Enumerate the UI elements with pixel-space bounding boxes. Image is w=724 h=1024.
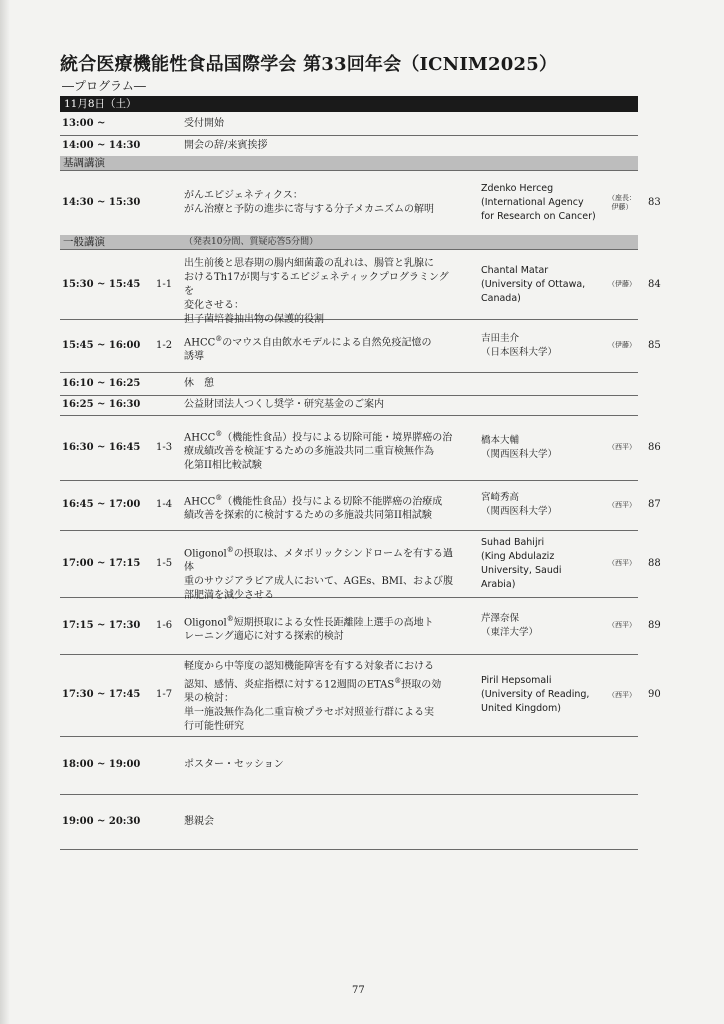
session-number: 1-2 bbox=[156, 339, 173, 351]
abstract-page: 90 bbox=[648, 689, 661, 700]
chair: （西平） bbox=[608, 621, 636, 629]
session-title: 懇親会 bbox=[184, 815, 214, 827]
schedule-row bbox=[60, 319, 661, 373]
session-time: 17:00 ~ 17:15 bbox=[62, 557, 141, 569]
speaker: Zdenko Herceg (International Agency for Research on Cancer) bbox=[481, 183, 596, 222]
session-time: 16:25 ~ 16:30 bbox=[62, 399, 141, 410]
session-title: AHCC®（機能性食品）投与による切除可能・境界膵癌の治 療成績改善を検証するための多施設共同二重盲検無作為 化第II相比較試験 bbox=[184, 429, 453, 471]
abstract-page: 85 bbox=[648, 339, 661, 351]
session-time: 16:30 ~ 16:45 bbox=[62, 441, 141, 453]
section-header bbox=[60, 156, 638, 171]
abstract-page: 83 bbox=[648, 197, 661, 208]
session-number: 1-7 bbox=[156, 689, 173, 700]
session-time: 18:00 ~ 19:00 bbox=[62, 759, 141, 770]
session-title: Oligonol®の摂取は、メタボリックシンドロームを有する過体 重のサウジアラビア成人において、AGEs、BMI、および腹 部肥満を減少させる bbox=[184, 545, 454, 601]
session-title: 軽度から中等度の認知機能障害を有する対象者における 認知、感情、炎症指標に対する12週間のETAS®摂取の効 果の検討： 単一施設無作為化二重盲検プラセボ対照並行群による実 行可能性研究 bbox=[184, 661, 442, 733]
session-time: 14:30 ~ 15:30 bbox=[62, 197, 141, 208]
schedule-row bbox=[60, 395, 638, 416]
chair: （西平） bbox=[608, 500, 636, 509]
session-number: 1-6 bbox=[156, 619, 173, 631]
session-title: AHCC®のマウス自由飲水モデルによる自然免疫記憶の 誘導 bbox=[184, 334, 432, 362]
speaker: Piril Hepsomali (University of Reading, United Kingdom) bbox=[481, 675, 590, 714]
schedule-row bbox=[60, 372, 638, 396]
chair: （座長： 伊藤） bbox=[608, 194, 636, 211]
session-title: 公益財団法人つくし奨学・研究基金のご案内 bbox=[184, 399, 384, 410]
section-label: 一般講演 bbox=[63, 236, 105, 248]
abstract-page: 88 bbox=[648, 557, 661, 569]
session-number: 1-3 bbox=[156, 441, 173, 453]
page-number: 77 bbox=[352, 985, 365, 996]
page-title: 統合医療機能性食品国際学会 第33回年会（ICNIM2025） bbox=[60, 54, 558, 75]
session-time: 16:10 ~ 16:25 bbox=[62, 377, 141, 389]
session-time: 19:00 ~ 20:30 bbox=[62, 815, 141, 827]
session-title: AHCC®（機能性食品）投与による切除不能膵癌の治療成 績改善を探索的に検討するための多施設共同第II相試験 bbox=[184, 494, 443, 522]
page-edge bbox=[0, 0, 10, 1024]
chair: （西平） bbox=[608, 443, 636, 451]
schedule-row bbox=[60, 135, 638, 157]
session-time: 16:45 ~ 17:00 bbox=[62, 499, 141, 510]
session-title: 出生前後と思春期の腸内細菌叢の乱れは、腸管と乳腺に おけるTh17が関与するエピジェネティックプログラミングを 変化させる： 担子菌培養抽出物の保護的役割 bbox=[184, 257, 449, 325]
speaker: 吉田圭介 （日本医科大学） bbox=[481, 332, 558, 358]
schedule-row bbox=[60, 654, 661, 737]
session-time: 15:30 ~ 15:45 bbox=[62, 278, 141, 290]
chair: （伊藤） bbox=[608, 280, 636, 288]
speaker: 芹澤奈保 （東洋大学） bbox=[481, 612, 539, 638]
abstract-page: 84 bbox=[648, 278, 661, 290]
schedule-row bbox=[60, 250, 661, 325]
speaker: 橋本大輔 （関西医科大学） bbox=[481, 434, 558, 460]
schedule-row bbox=[60, 171, 661, 236]
chair: （西平） bbox=[608, 559, 636, 567]
chair: （西平） bbox=[608, 690, 636, 699]
speaker: 宮崎秀高 （関西医科大学） bbox=[481, 492, 558, 517]
abstract-page: 87 bbox=[648, 499, 661, 510]
session-title: がんエピジェネティクス： がん治療と予防の進歩に寄与する分子メカニズムの解明 bbox=[184, 190, 434, 215]
schedule-row bbox=[60, 794, 638, 850]
schedule-row bbox=[60, 113, 638, 136]
chair: （伊藤） bbox=[608, 341, 636, 349]
session-title: ポスター・セッション bbox=[184, 759, 284, 770]
session-time: 13:00 ~ bbox=[62, 118, 106, 129]
session-title: 開会の辞/来賓挨拶 bbox=[184, 139, 268, 151]
session-title: 受付開始 bbox=[184, 118, 224, 129]
session-time: 17:15 ~ 17:30 bbox=[62, 619, 141, 631]
session-number: 1-5 bbox=[156, 557, 173, 569]
abstract-page: 86 bbox=[648, 441, 661, 453]
abstract-page: 89 bbox=[648, 619, 661, 631]
session-number: 1-1 bbox=[156, 278, 173, 290]
session-time: 14:00 ~ 14:30 bbox=[62, 139, 141, 151]
schedule-row bbox=[60, 736, 638, 795]
section-header bbox=[60, 235, 638, 250]
session-title: Oligonol®短期摂取による女性長距離陸上選手の高地ト レーニング適応に対する探索的検討 bbox=[184, 614, 434, 642]
session-time: 17:30 ~ 17:45 bbox=[62, 689, 141, 700]
session-title: 休 憩 bbox=[184, 377, 214, 389]
schedule-row bbox=[60, 530, 661, 601]
session-time: 15:45 ~ 16:00 bbox=[62, 339, 141, 351]
section-note: （発表10分間、質疑応答5分間） bbox=[184, 237, 319, 247]
page-subtitle: ―プログラム― bbox=[62, 79, 146, 93]
section-label: 基調講演 bbox=[63, 157, 105, 169]
day-header: 11月8日（土） bbox=[60, 96, 638, 112]
schedule-row bbox=[60, 480, 661, 531]
speaker: Suhad Bahijri (King Abdulaziz University, Saudi Arabia) bbox=[481, 536, 562, 590]
schedule-row bbox=[60, 597, 661, 655]
speaker: Chantal Matar (University of Ottawa, Canada) bbox=[481, 264, 586, 304]
schedule-row bbox=[60, 415, 661, 481]
session-number: 1-4 bbox=[156, 499, 173, 510]
